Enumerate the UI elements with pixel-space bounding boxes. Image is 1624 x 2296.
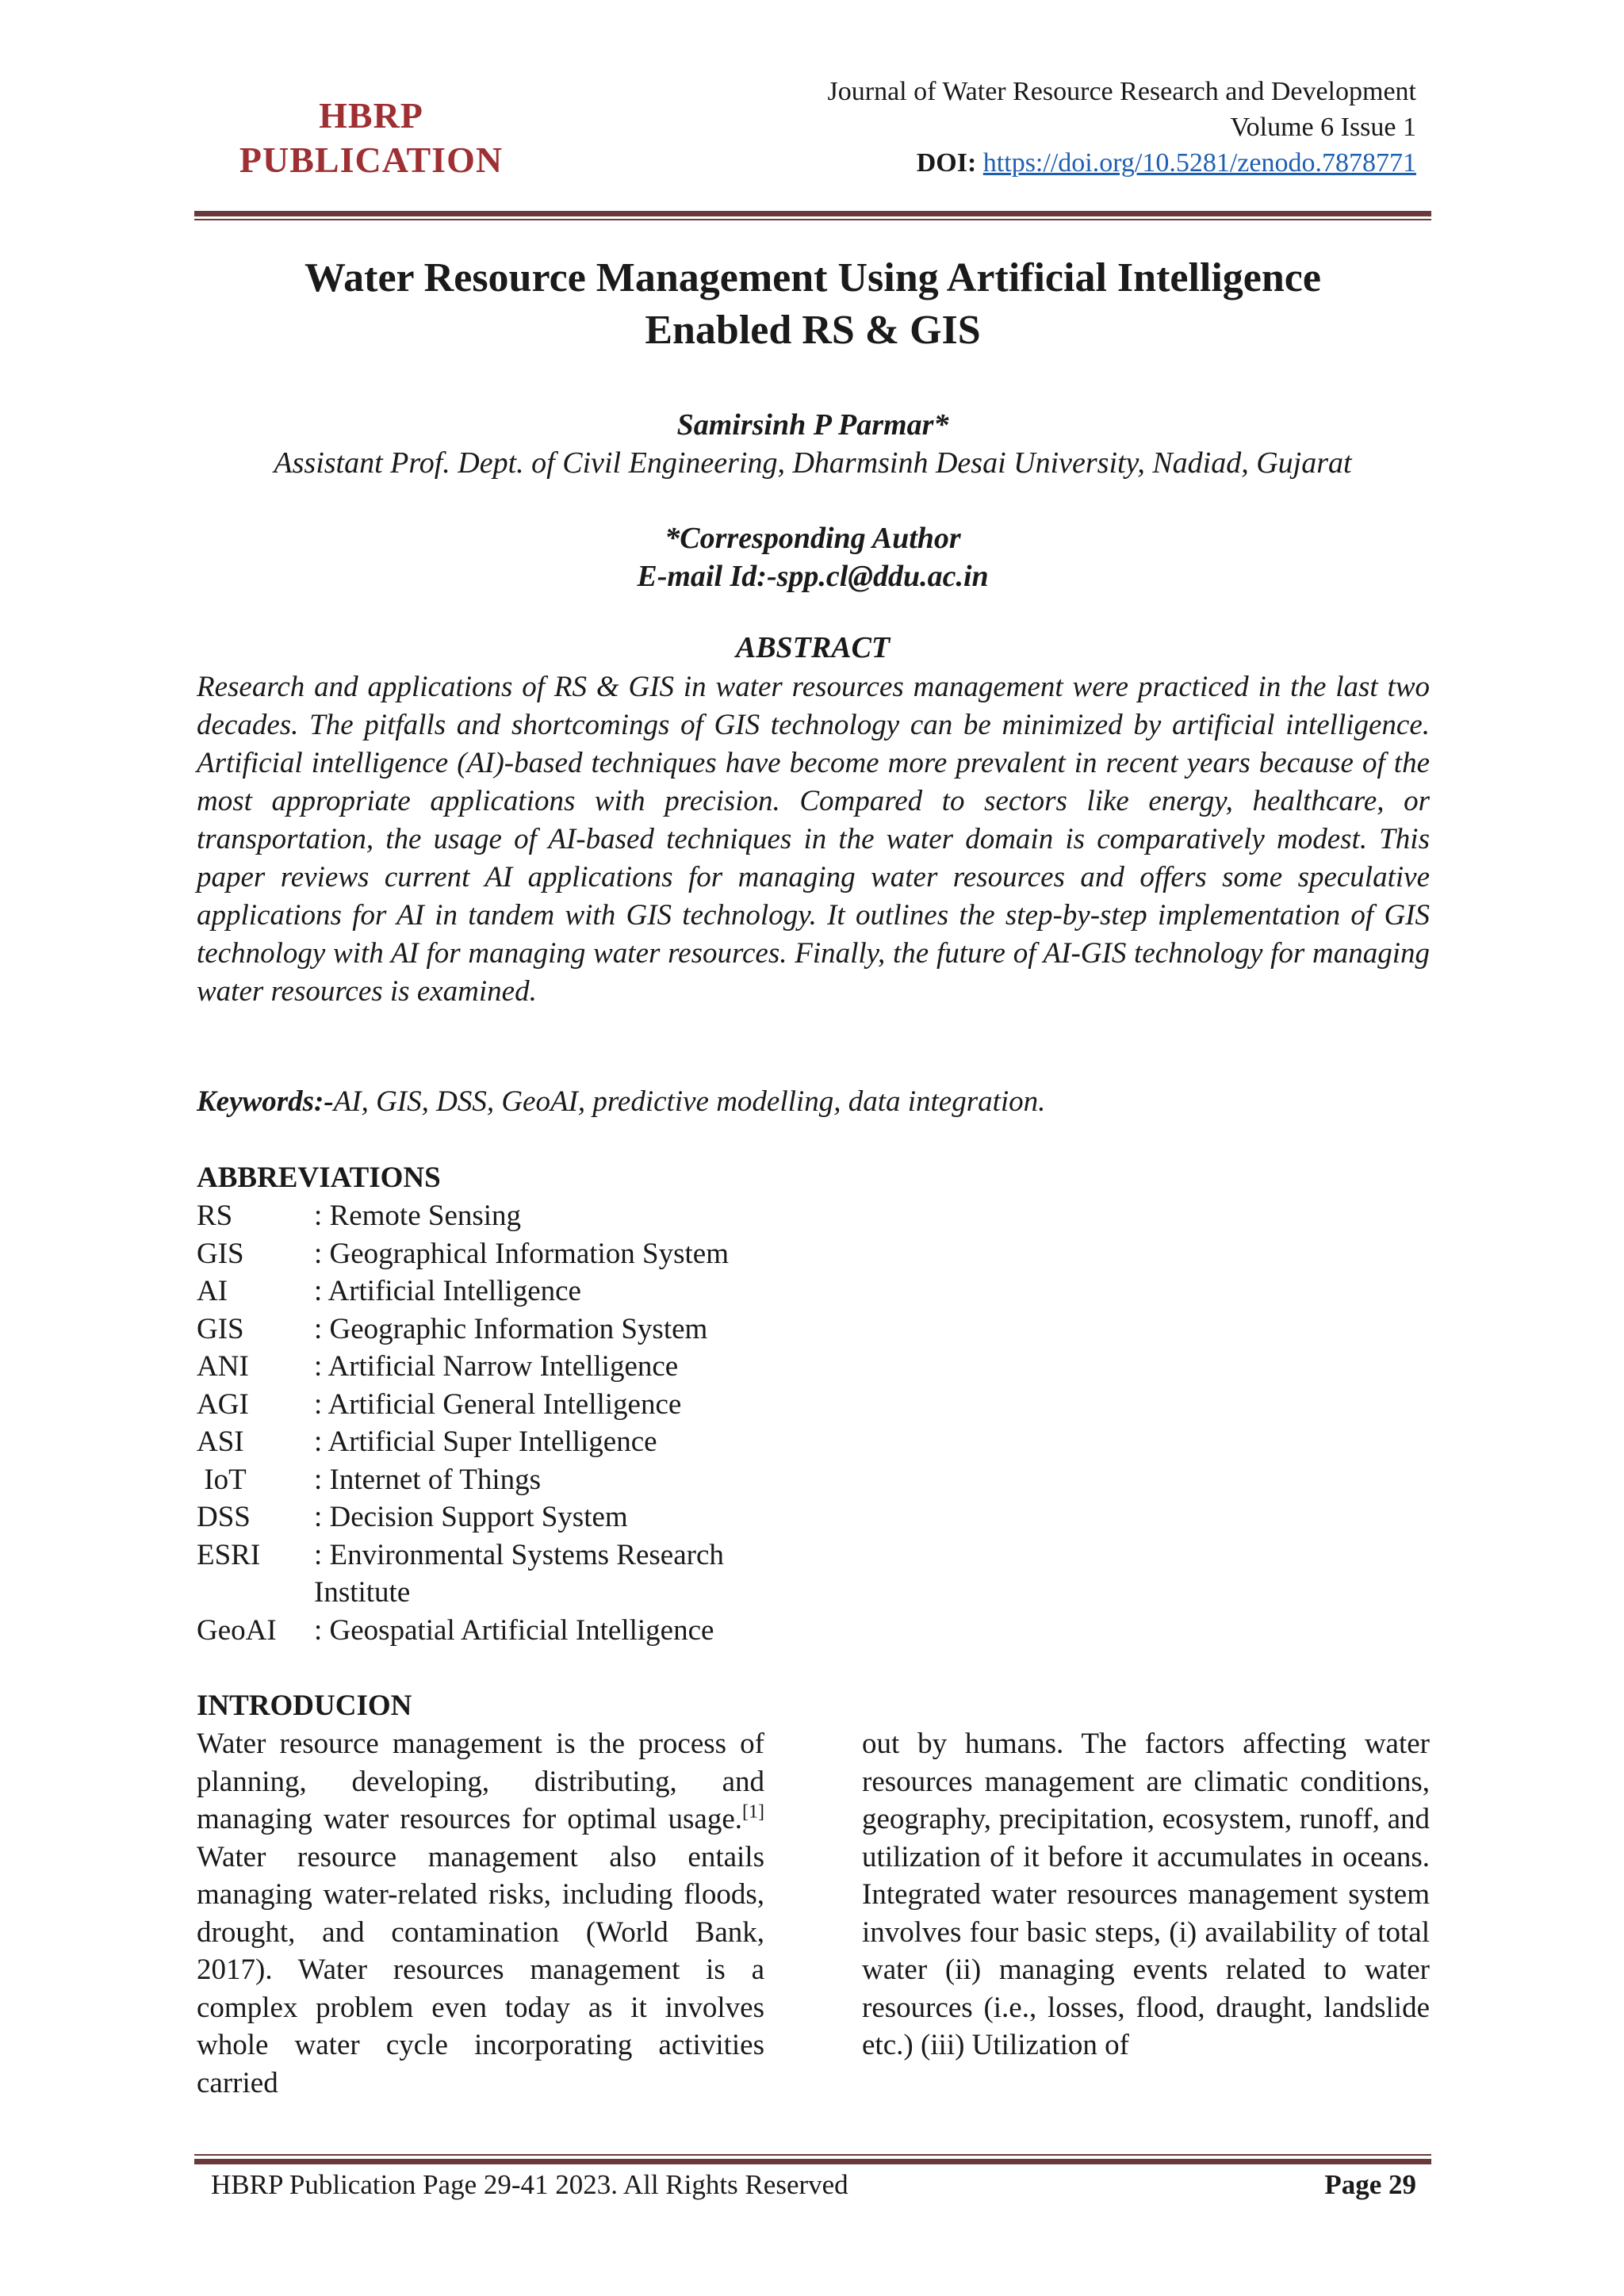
doi-link[interactable]: https://doi.org/10.5281/zenodo.7878771 [982,148,1416,178]
abbr-value: : Artificial Super Intelligence [314,1425,657,1458]
abbr-value: : Geospatial Artificial Intelligence [314,1613,714,1647]
paper-title [194,252,1431,357]
doi-line [828,145,1416,181]
abbr-value: : Internet of Things [314,1463,542,1496]
journal-info [828,74,1416,181]
abbr-row [197,1235,790,1273]
abbr-value: : Environmental Systems Research [314,1538,724,1571]
abbr-value: : Remote Sensing [314,1200,522,1232]
abbr-row [197,1423,790,1461]
abbr-row [197,1612,790,1650]
abbr-value: : Decision Support System [314,1501,628,1533]
abbr-row [197,1536,790,1575]
volume-issue: Volume 6 Issue 1 [1230,113,1416,142]
abbr-key: ANI [197,1350,249,1383]
keywords-text: AI, GIS, DSS, GeoAI, predictive modelling, data integration. [333,1085,1046,1118]
abbr-value: Institute [314,1576,411,1609]
journal-name: Journal of Water Resource Research and Development [827,77,1416,106]
title-line2: Enabled RS & GIS [645,308,981,353]
reference-marker[interactable]: [1] [742,1801,764,1823]
abbr-key: ASI [197,1425,244,1458]
author-affiliation: Assistant Prof. Dept. of Civil Engineering, Dharmsinh Desai University, Nadiad, Gujarat [274,446,1352,480]
abbr-key: RS [197,1200,233,1232]
abbr-row [197,1574,790,1612]
abstract-text: Research and applications of RS & GIS in water resources management were practiced in the last two decades. The pitfalls and shortcomings of GIS technology can be minimized by artificial intelligence. Artificial intelligence (AI)-based techniques have become more prevalent in recent years because of the most appropriate applications with precision. Compared to sectors like energy, healthcare, or transportation, the usage of AI-based techniques in the water domain is comparatively modest. This paper reviews current AI applications for managing water resources and offers some speculative applications for AI in tandem with GIS technology. It outlines the step-by-step implementation of GIS technology with AI for managing water resources. Finally, the future of AI-GIS technology for managing water resources is examined. [197,671,1430,1008]
header-rule-thick [194,211,1431,216]
abbr-key: ESRI [197,1538,261,1571]
header-rule-thin [194,219,1431,220]
page-number: Page 29 [1324,2169,1416,2200]
author-block [194,406,1431,482]
abbr-value: : Artificial Narrow Intelligence [314,1350,679,1383]
abbreviations-list [197,1197,790,1649]
abbr-row [197,1348,790,1386]
publisher-logo [213,94,530,182]
keywords [197,1083,1430,1121]
abbr-row [197,1272,790,1311]
abbr-key: IoT [197,1463,247,1496]
footer-rule-thin [194,2154,1431,2156]
abstract-heading: ABSTRACT [735,631,891,664]
abbr-row [197,1311,790,1349]
intro-text-part1: Water resource management is the process of planning, developing, distributing, and managing water resources for optimal usage. [197,1728,764,1835]
abbr-value: : Artificial General Intelligence [314,1387,682,1421]
abbr-row [197,1461,790,1499]
title-line1: Water Resource Management Using Artificial Intelligence [304,255,1321,300]
footer-rule-thick [194,2159,1431,2164]
abbr-key: AI [197,1275,228,1307]
introduction-right-column: out by humans. The factors affecting water resources management are climatic conditions, geography, precipitation, ecosystem, runoff, and utilization of it before it accumulates in oceans. Integrated water resources management system involves four basic steps, (i) availability of total water (ii) managing events related to water resources (i.e., losses, flood, draught, landslide etc.) (iii) Utilization of [862,1728,1430,2061]
corresponding-block [194,519,1431,595]
abbr-row [197,1498,790,1536]
abbr-key: GIS [197,1237,244,1270]
author-name: Samirsinh P Parmar* [676,408,949,442]
corresponding-author: *Corresponding Author [665,522,961,555]
logo-line2: PUBLICATION [239,140,504,180]
introduction-heading: INTRODUCION [197,1689,412,1722]
abbreviations-heading: ABBREVIATIONS [197,1161,441,1194]
abbr-row [197,1197,790,1235]
intro-text-part2: Water resource management also entails managing water-related risks, including floods, drought, and contamination (World Bank, 2017). Water resources management is a complex problem even today as it involves whole water cycle incorporating activities carried [197,1840,764,2099]
abbr-row [197,1386,790,1424]
doi-label: DOI: [916,148,977,178]
abbr-key [197,1574,314,1612]
abbr-key: GIS [197,1312,244,1345]
introduction-left-column [197,1725,764,2102]
keywords-label: Keywords:- [197,1085,334,1118]
author-email: E-mail Id:-spp.cl@ddu.ac.in [637,560,989,593]
abbr-key: AGI [197,1387,249,1421]
abbr-value: : Geographical Information System [314,1237,730,1270]
abbr-value: : Geographic Information System [314,1312,708,1345]
abbr-key: DSS [197,1501,251,1533]
logo-line1: HBRP [319,95,423,136]
footer-copyright: HBRP Publication Page 29-41 2023. All Rights Reserved [211,2169,848,2200]
abbr-key: GeoAI [197,1613,277,1647]
abbr-value: : Artificial Intelligence [314,1275,581,1307]
